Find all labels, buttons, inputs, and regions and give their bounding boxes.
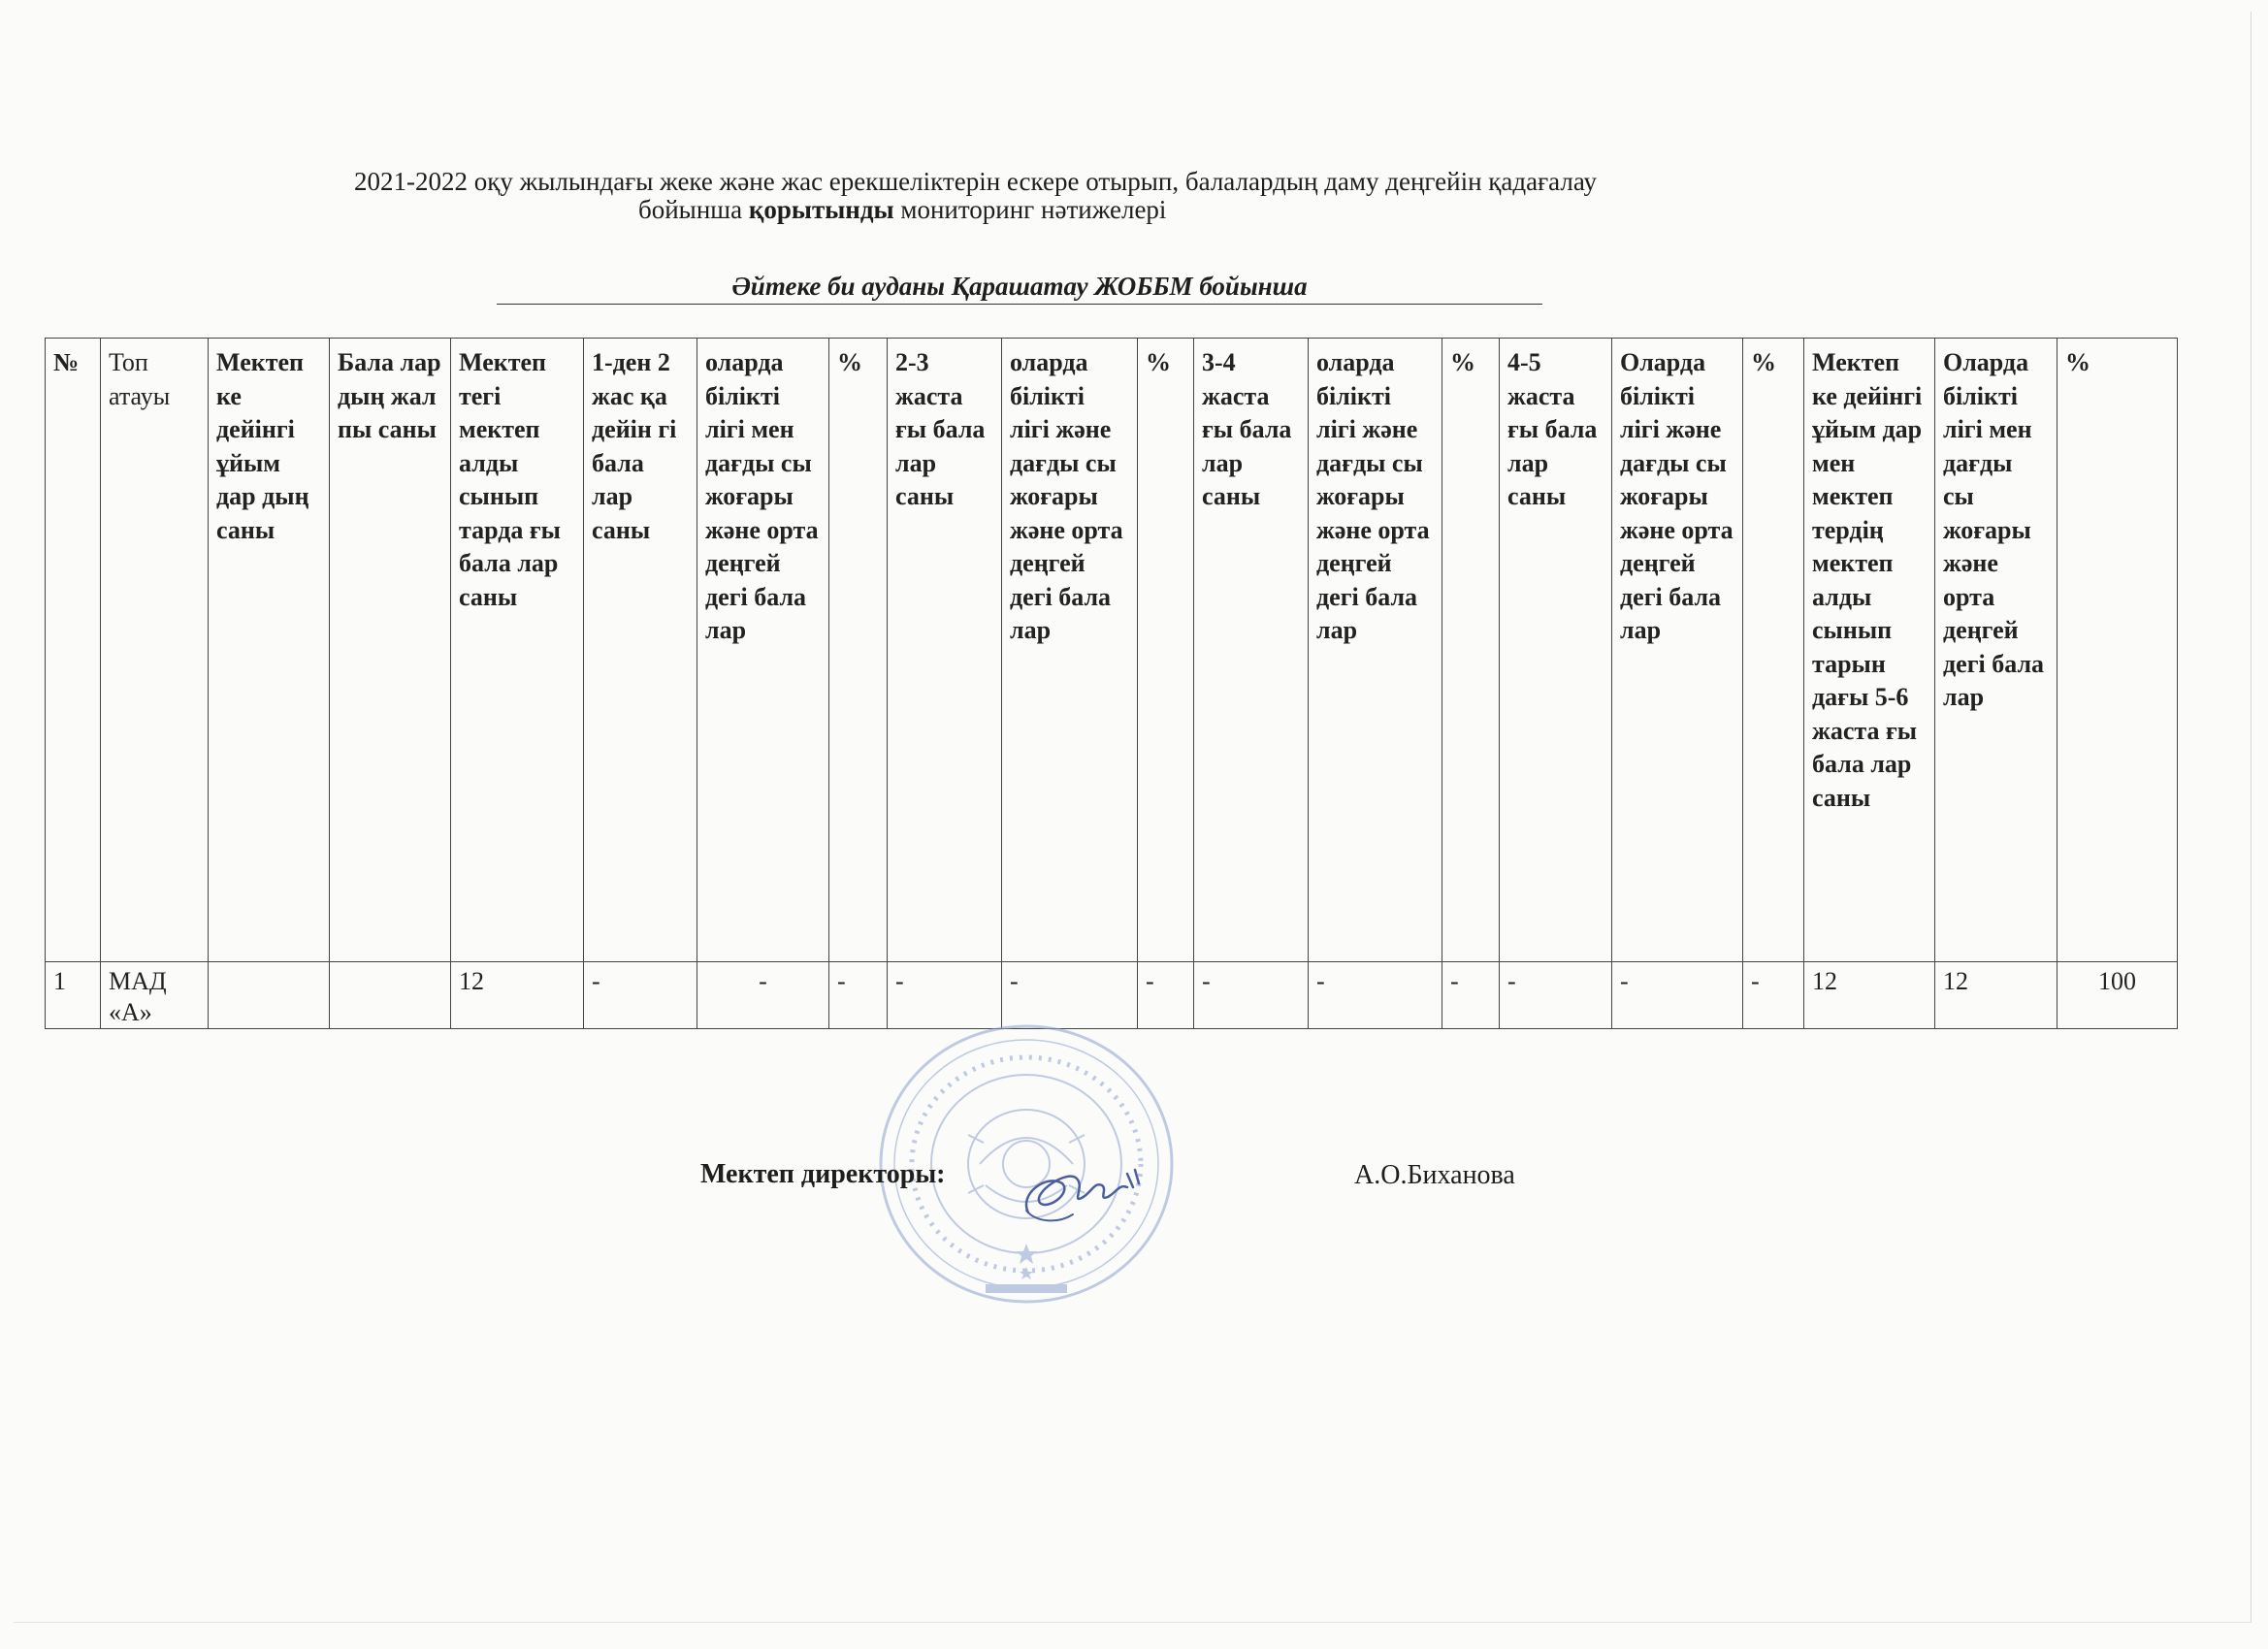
header-cell: 4-5 жаста ғы бала лар саны	[1500, 339, 1612, 962]
table-cell: -	[1138, 962, 1194, 1029]
monitoring-table	[45, 338, 2178, 1029]
header-cell: 2-3 жаста ғы бала лар саны	[888, 339, 1002, 962]
table-cell: 12	[1804, 962, 1935, 1029]
title-line-2-prefix: бойынша	[638, 195, 749, 224]
table-cell	[330, 962, 451, 1029]
table-cell: -	[1500, 962, 1612, 1029]
director-label: Мектеп директоры:	[700, 1159, 946, 1189]
signature-icon	[1019, 1154, 1145, 1232]
header-cell: %	[2057, 339, 2178, 962]
table-cell: -	[1442, 962, 1500, 1029]
header-cell: 1-ден 2 жас қа дейін гі бала лар саны	[584, 339, 697, 962]
header-cell: 3-4 жаста ғы бала лар саны	[1194, 339, 1309, 962]
table-cell	[209, 962, 330, 1029]
header-cell: %	[829, 339, 888, 962]
title-line-2-suffix: мониторинг нәтижелері	[893, 195, 1167, 224]
document-title-line-1: 2021-2022 оқу жылындағы жеке және жас ерекшеліктерін ескере отырып, балалардың даму деңгейін қадағалау	[354, 167, 1597, 196]
document-title-line-2	[638, 195, 1166, 225]
table-cell: 100	[2057, 962, 2178, 1029]
title-line-2-bold: қорытынды	[748, 195, 894, 224]
table-header-row	[46, 339, 2178, 962]
header-cell: Оларда білікті лігі мен дағды сы жоғары және орта деңгей дегі бала лар	[1935, 339, 2057, 962]
table-cell: -	[1743, 962, 1804, 1029]
director-name: А.О.Биханова	[1354, 1160, 1515, 1190]
header-cell: Мектеп тегі мектеп алды сынып тарда ғы бала лар саны	[451, 339, 584, 962]
header-cell: оларда білікті лігі және дағды сы жоғары және орта деңгей дегі бала лар	[1002, 339, 1138, 962]
header-cell: Мектеп ке дейінгі ұйым дар дың саны	[209, 339, 330, 962]
header-cell: №	[46, 339, 101, 962]
table-cell: -	[829, 962, 888, 1029]
table-cell: -	[1194, 962, 1309, 1029]
table-cell: -	[697, 962, 829, 1029]
table-cell: -	[1002, 962, 1138, 1029]
header-cell: Мектеп ке дейінгі ұйым дар мен мектеп тердің мектеп алды сынып тарын дағы 5-6 жаста ғы бала лар саны	[1804, 339, 1935, 962]
table-cell: 12	[1935, 962, 2057, 1029]
table-cell: 1	[46, 962, 101, 1029]
table-cell: -	[584, 962, 697, 1029]
header-cell: оларда білікті лігі мен дағды сы жоғары және орта деңгей дегі бала лар	[697, 339, 829, 962]
table-cell: МАД «А»	[101, 962, 209, 1029]
header-cell: Топ атауы	[101, 339, 209, 962]
table-cell: -	[1309, 962, 1442, 1029]
header-cell: %	[1138, 339, 1194, 962]
header-cell: %	[1743, 339, 1804, 962]
table-cell: -	[888, 962, 1002, 1029]
header-cell: %	[1442, 339, 1500, 962]
document-subtitle: Әйтеке би ауданы Қарашатау ЖОББМ бойынша	[497, 272, 1542, 305]
header-cell: Бала лар дың жал пы саны	[330, 339, 451, 962]
table-cell: -	[1612, 962, 1743, 1029]
header-cell: оларда білікті лігі және дағды сы жоғары және орта деңгей дегі бала лар	[1309, 339, 1442, 962]
table-cell: 12	[451, 962, 584, 1029]
header-cell: Оларда білікті лігі және дағды сы жоғары және орта деңгей дегі бала лар	[1612, 339, 1743, 962]
